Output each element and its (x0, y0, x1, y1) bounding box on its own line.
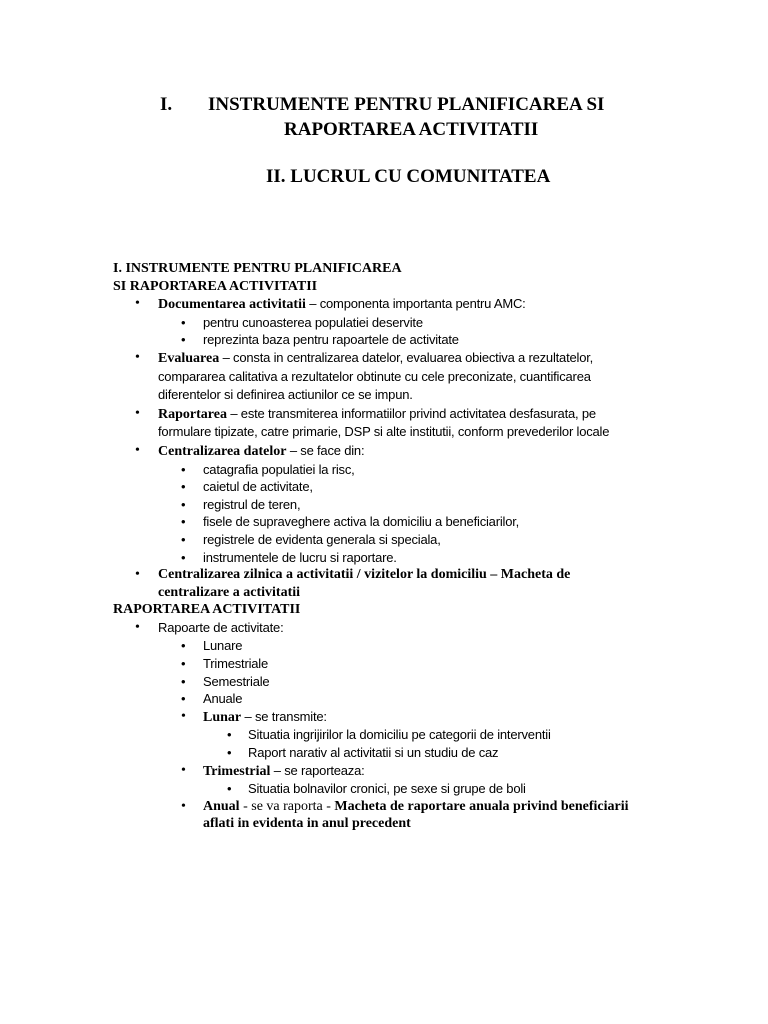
sub-list-item: • registrul de teren, (158, 496, 643, 514)
title-line-1: INSTRUMENTE PENTRU PLANIFICAREA SI (208, 94, 605, 115)
sub-list-item: • reprezinta baza pentru rapoartele de activitate (158, 331, 643, 349)
item-term: Centralizarea datelor (158, 443, 287, 459)
anual-item (158, 798, 643, 833)
sub-list (158, 461, 643, 567)
sub-list-item: • catagrafia populatiei la risc, (158, 461, 643, 479)
item-text: – consta in centralizarea datelor, evaluarea obiectiva a rezultatelor, compararea calitativa a rezultatelor obtinute cu cele preconizate, cuantificarea diferentelor si definirea actiunilor ce se impun. (158, 349, 594, 403)
item-term: Documentarea activitatii (158, 297, 306, 313)
sub-list (158, 314, 643, 349)
item-term: Anual (203, 798, 240, 814)
title-number: I. (160, 94, 173, 115)
report-type-item: • Anuale (158, 690, 643, 708)
item-emphasis: Macheta de raportare anuala privind beneficiarii aflati in evidenta in anul precedent (203, 798, 629, 832)
subtitle: II. LUCRUL CU COMUNITATEA (266, 166, 551, 187)
sub-list (203, 780, 643, 798)
item-text: – componenta importanta pentru AMC: (305, 296, 526, 312)
item-text: – se raporteaza: (270, 762, 365, 778)
item-term: Evaluarea (158, 350, 220, 366)
section1-heading-line1: I. INSTRUMENTE PENTRU PLANIFICAREA (113, 261, 402, 276)
list-item (113, 566, 643, 601)
sub-list (203, 726, 643, 761)
item-text: – se transmite: (241, 708, 327, 724)
list-item (113, 405, 643, 442)
list-item (113, 442, 643, 566)
item-text: - se va raporta - (239, 798, 335, 814)
list-item (113, 295, 643, 349)
item-text: – se face din: (286, 442, 365, 458)
sub-list-item: • registrele de evidenta generala si speciala, (158, 531, 643, 549)
list-item (113, 619, 643, 833)
sub-list-item: • pentru cunoasterea populatiei deservite (158, 314, 643, 332)
item-text: – este transmiterea informatiilor privind activitatea desfasurata, pe formulare tipizate, catre primarie, DSP si alte institutii, conform prevederilor locale (158, 405, 610, 440)
trimestrial-item (158, 762, 643, 798)
lunar-item (158, 708, 643, 762)
reports-label: Rapoarte de activitate: (158, 619, 284, 635)
section1-heading-line2: SI RAPORTAREA ACTIVITATII (113, 278, 318, 294)
document-body (113, 260, 643, 833)
sub-list-item: • Situatia bolnavilor cronici, pe sexe si grupe de boli (203, 780, 643, 798)
sub-list-item: • Raport narativ al activitatii si un studiu de caz (203, 744, 643, 762)
item-term: Centralizarea zilnica a activitatii / vizitelor la domiciliu – Macheta de centralizare a activitatii (158, 567, 571, 600)
title-line-2: RAPORTAREA ACTIVITATII (284, 119, 539, 140)
item-term: Raportarea (158, 406, 227, 422)
report-types-list (158, 637, 643, 833)
sub-list-item: • fisele de supraveghere activa la domiciliu a beneficiarilor, (158, 513, 643, 531)
section2-list (113, 619, 643, 833)
report-type-item: • Lunare (158, 637, 643, 655)
item-term: Lunar (203, 709, 242, 725)
sub-list-item: • instrumentele de lucru si raportare. (158, 549, 643, 567)
section2-heading: RAPORTAREA ACTIVITATII (113, 602, 301, 618)
report-type-item: • Semestriale (158, 673, 643, 691)
sub-list-item: • caietul de activitate, (158, 478, 643, 496)
sub-list-item: • Situatia ingrijirilor la domiciliu pe categorii de interventii (203, 726, 643, 744)
section1-list (113, 295, 643, 601)
item-term: Trimestrial (203, 763, 271, 779)
list-item (113, 349, 643, 405)
report-type-item: • Trimestriale (158, 655, 643, 673)
